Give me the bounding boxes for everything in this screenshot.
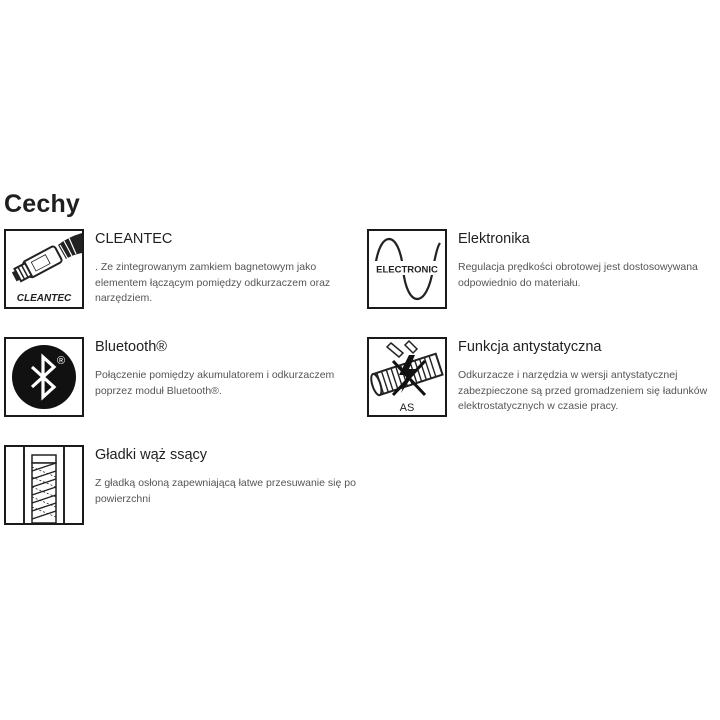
feature-description: Regulacja prędkości obrotowej jest dostosowywana odpowiednio do materiału.: [458, 261, 698, 289]
antistatic-icon-label: AS: [399, 402, 415, 414]
registered-mark: ®: [56, 355, 66, 367]
antistatic-hose-icon: [367, 337, 447, 417]
electronic-sine-wave-icon: [367, 229, 447, 309]
feature-antystatyczna: [367, 337, 717, 417]
electronic-icon-label: ELECTRONIC: [376, 264, 438, 276]
feature-title: Gładki wąż ssący: [95, 447, 208, 463]
feature-title: Bluetooth®: [95, 339, 167, 355]
feature-title: CLEANTEC: [95, 231, 173, 247]
feature-description: . Ze zintegrowanym zamkiem bagnetowym jako elementem łączącym pomiędzy odkurzaczem oraz narzędziem.: [95, 261, 331, 304]
feature-title: Funkcja antystatyczna: [458, 339, 602, 355]
feature-description: Połączenie pomiędzy akumulatorem i odkurzaczem poprzez moduł Bluetooth®.: [95, 369, 335, 397]
bluetooth-icon: [4, 337, 84, 417]
smooth-hose-icon: [4, 445, 84, 525]
cleantec-hose-icon: [4, 229, 84, 309]
feature-cleantec: [4, 229, 354, 309]
cleantec-icon-label: CLEANTEC: [16, 293, 72, 304]
feature-gladki-waz: [4, 445, 354, 525]
feature-title: Elektronika: [458, 231, 530, 247]
feature-elektronika: [367, 229, 717, 309]
feature-description: Z gładką osłoną zapewniającą łatwe przesuwanie się po powierzchni: [95, 477, 356, 505]
feature-bluetooth: [4, 337, 354, 417]
feature-description: Odkurzacze i narzędzia w wersji antystatycznej zabezpieczone są przed gromadzeniem się ładunków elektrostatycznych w czasie pracy.: [458, 369, 708, 412]
page-title: Cechy: [4, 190, 81, 218]
